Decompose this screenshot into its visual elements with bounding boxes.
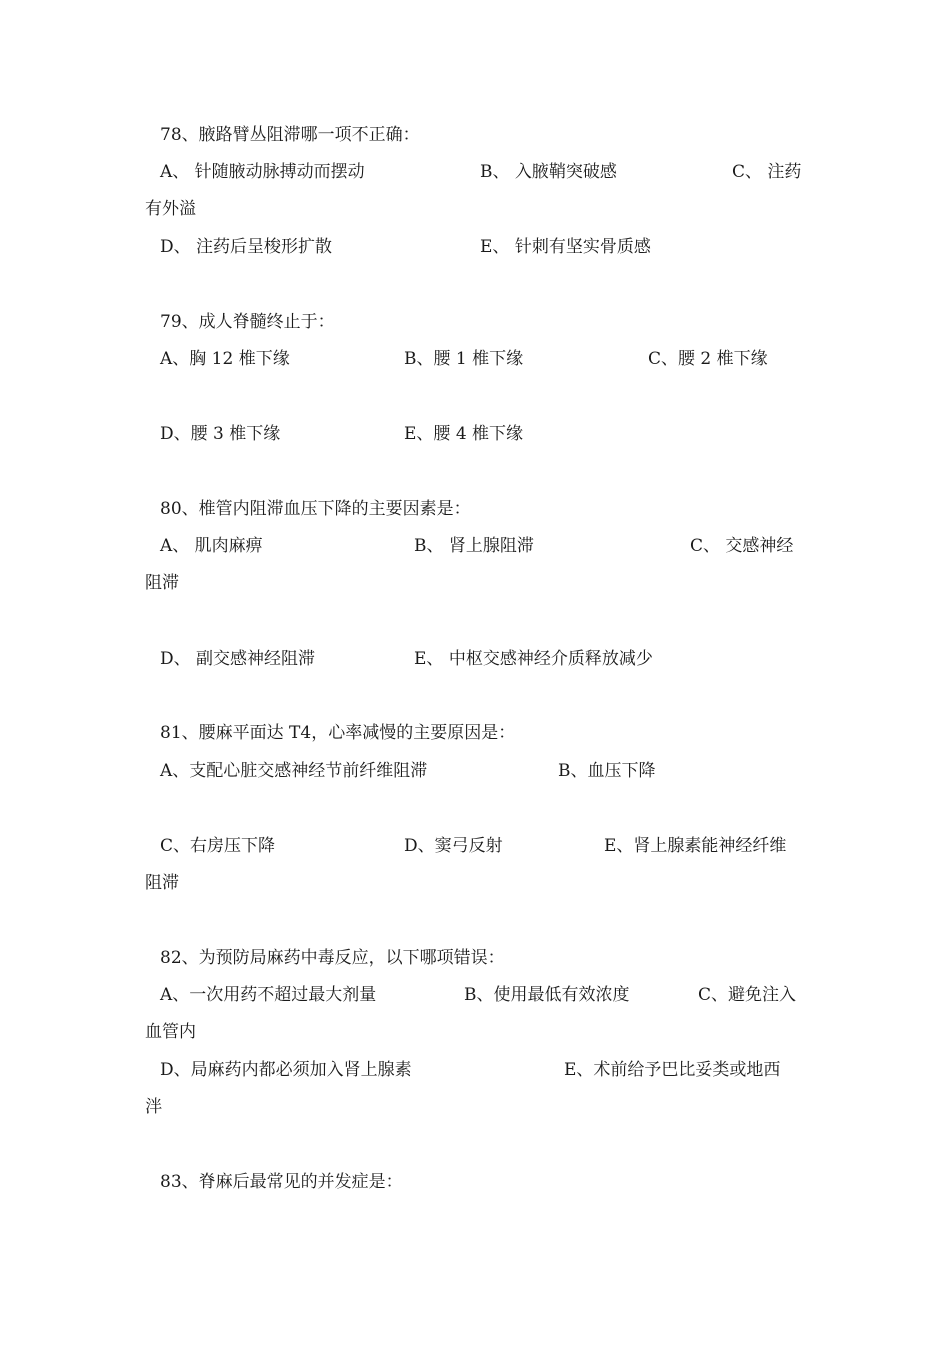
question-78-option-e: E、 针刺有坚实骨质感 <box>480 237 651 257</box>
question-79-stem: 79、成人脊髓终止于： <box>160 312 335 332</box>
question-79-option-a: A、胸 12 椎下缘 <box>160 349 290 369</box>
question-80-stem: 80、椎管内阻滞血压下降的主要因素是： <box>160 499 471 519</box>
question-81-option-c: C、右房压下降 <box>160 836 276 856</box>
question-80-option-e: E、 中枢交感神经介质释放减少 <box>414 649 653 669</box>
question-79-option-b: B、腰 1 椎下缘 <box>404 349 524 369</box>
question-81-option-a: A、支配心脏交感神经节前纤维阻滞 <box>160 761 428 781</box>
question-80-option-c: C、 交感神经 <box>690 536 794 556</box>
question-80-option-b: B、 肾上腺阻滞 <box>414 536 534 556</box>
question-78-option-c-cont: 有外溢 <box>145 199 196 219</box>
question-81-option-d: D、窦弓反射 <box>404 836 503 856</box>
question-78-option-a: A、 针随腋动脉搏动而摆动 <box>160 162 365 182</box>
question-82-option-c: C、避免注入 <box>698 985 797 1005</box>
question-82-option-a: A、一次用药不超过最大剂量 <box>160 985 377 1005</box>
question-78-option-b: B、 入腋鞘突破感 <box>480 162 617 182</box>
question-78-option-d: D、 注药后呈梭形扩散 <box>160 237 333 257</box>
question-82-stem: 82、为预防局麻药中毒反应，以下哪项错误： <box>160 948 505 968</box>
question-81-option-e-cont: 阻滞 <box>145 873 179 893</box>
question-80-option-c-cont: 阻滞 <box>145 573 179 593</box>
question-79-option-c: C、腰 2 椎下缘 <box>648 349 768 369</box>
question-82-option-d: D、局麻药内都必须加入肾上腺素 <box>160 1060 412 1080</box>
question-80-option-d: D、 副交感神经阻滞 <box>160 649 316 669</box>
question-80-option-a: A、 肌肉麻痹 <box>160 536 263 556</box>
question-82-option-e: E、术前给予巴比妥类或地西 <box>564 1060 781 1080</box>
question-79-option-e: E、腰 4 椎下缘 <box>404 424 524 444</box>
question-79-option-d: D、腰 3 椎下缘 <box>160 424 281 444</box>
question-78-stem: 78、腋路臂丛阻滞哪一项不正确： <box>160 125 420 145</box>
question-82-option-b: B、使用最低有效浓度 <box>464 985 630 1005</box>
question-83-stem: 83、脊麻后最常见的并发症是： <box>160 1172 403 1192</box>
question-78-option-c: C、 注药 <box>732 162 802 182</box>
question-82-option-c-cont: 血管内 <box>145 1022 196 1042</box>
question-81-option-e: E、肾上腺素能神经纤维 <box>604 836 787 856</box>
question-82-option-e-cont: 泮 <box>145 1097 162 1117</box>
question-81-option-b: B、血压下降 <box>558 761 656 781</box>
question-81-stem: 81、腰麻平面达 T4，心率减慢的主要原因是： <box>160 723 516 743</box>
